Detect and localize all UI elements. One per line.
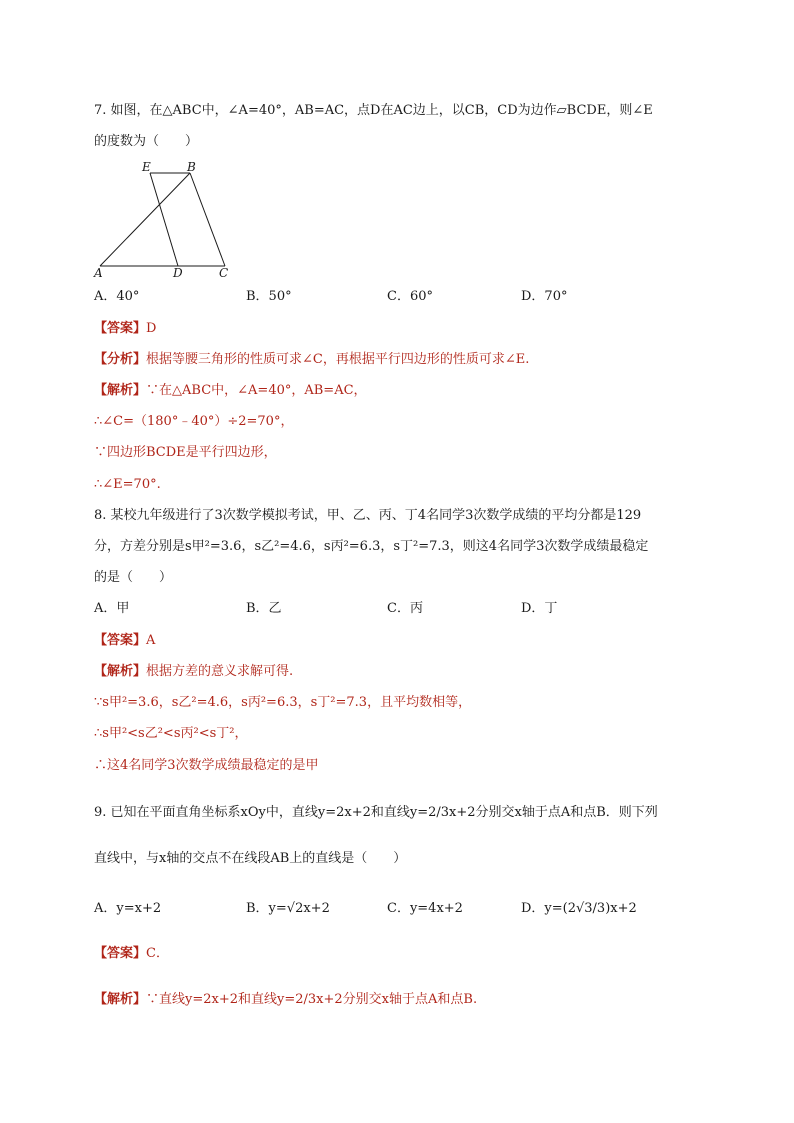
segment-ab — [100, 173, 190, 266]
q7-option-c: C．60° — [387, 289, 433, 304]
q8-stem-line1: 8. 某校九年级进行了3次数学模拟考试，甲、乙、丙、丁4名同学3次数学成绩的平均分都是129 — [94, 508, 642, 523]
answer-tag: 【答案】 — [94, 321, 147, 336]
solution-text: ∵在△ABC中，∠A=40°，AB=AC， — [146, 383, 367, 398]
q8-stem-line2: 分，方差分别是s甲²=3.6，s乙²=4.6，s丙²=6.3，s丁²=7.3，则这4名同学3次数学成绩最稳定 — [94, 539, 649, 554]
q9-option-a: A．y=x+2 — [94, 901, 162, 916]
q7-option-b: B．50° — [246, 289, 292, 304]
q9-stem-line1: 9. 已知在平面直角坐标系xOy中，直线y=2x+2和直线y=2/3x+2分别交x轴于点A和点B．则下列 — [94, 805, 658, 820]
solution-text: 根据方差的意义求解可得. — [146, 664, 294, 679]
q7-analysis — [94, 351, 529, 369]
label-c: C — [219, 266, 229, 278]
analysis-text: 根据等腰三角形的性质可求∠C，再根据平行四边形的性质可求∠E. — [146, 352, 530, 367]
label-b: B — [187, 160, 196, 174]
q8-solution-line4: ∴这4名同学3次数学成绩最稳定的是甲 — [94, 758, 319, 773]
answer-tag: 【答案】 — [94, 946, 147, 961]
q8-option-b: B．乙 — [246, 601, 282, 616]
solution-tag: 【解析】 — [94, 664, 147, 679]
q7-solution-line2: ∴∠C=（180°﹣40°）÷2=70°， — [94, 414, 294, 429]
q9-option-b: B．y=√2x+2 — [246, 901, 330, 916]
q8-stem-line3: 的是（ ） — [94, 570, 173, 585]
segment-ed — [150, 173, 178, 266]
analysis-tag: 【分析】 — [94, 352, 147, 367]
q8-option-d: D．丁 — [521, 601, 558, 616]
q8-option-c: C．丙 — [387, 601, 423, 616]
answer-value: A — [146, 633, 156, 648]
q7-option-d: D．70° — [521, 289, 568, 304]
q8-answer — [94, 632, 155, 650]
q9-stem-line2: 直线中，与x轴的交点不在线段AB上的直线是（ ） — [94, 851, 407, 866]
q9-option-d: D．y=(2√3/3)x+2 — [521, 901, 637, 916]
q7-parallelogram-figure — [90, 158, 240, 278]
q9-solution-line1 — [94, 991, 477, 1009]
label-d: D — [173, 266, 183, 278]
q8-solution-line3: ∴s甲²<s乙²<s丙²<s丁²， — [94, 726, 248, 741]
q7-solution-line3: ∵四边形BCDE是平行四边形， — [94, 445, 277, 460]
answer-value: D — [146, 321, 157, 336]
q7-option-a: A．40° — [94, 289, 140, 304]
q7-answer — [94, 320, 156, 338]
label-e: E — [142, 160, 151, 174]
answer-tag: 【答案】 — [94, 633, 147, 648]
q8-solution-line1 — [94, 663, 293, 681]
solution-text: ∵直线y=2x+2和直线y=2/3x+2分别交x轴于点A和点B. — [146, 992, 478, 1007]
q7-stem-line1: 7. 如图，在△ABC中，∠A=40°，AB=AC，点D在AC边上，以CB，CD为边作▱BCDE，则∠E — [94, 103, 653, 118]
segment-cb — [190, 173, 225, 266]
q7-stem-line2: 的度数为（ ） — [94, 134, 199, 149]
q8-solution-line2: ∵s甲²=3.6，s乙²=4.6，s丙²=6.3，s丁²=7.3，且平均数相等， — [94, 695, 472, 710]
q9-answer — [94, 945, 169, 963]
q9-option-c: C．y=4x+2 — [387, 901, 463, 916]
solution-tag: 【解析】 — [94, 383, 147, 398]
q7-solution-line4: ∴∠E=70°. — [94, 477, 161, 492]
solution-tag: 【解析】 — [94, 992, 147, 1007]
label-a: A — [94, 266, 103, 278]
q8-option-a: A．甲 — [94, 601, 130, 616]
answer-value: C． — [146, 946, 169, 961]
q7-solution-line1 — [94, 382, 367, 400]
